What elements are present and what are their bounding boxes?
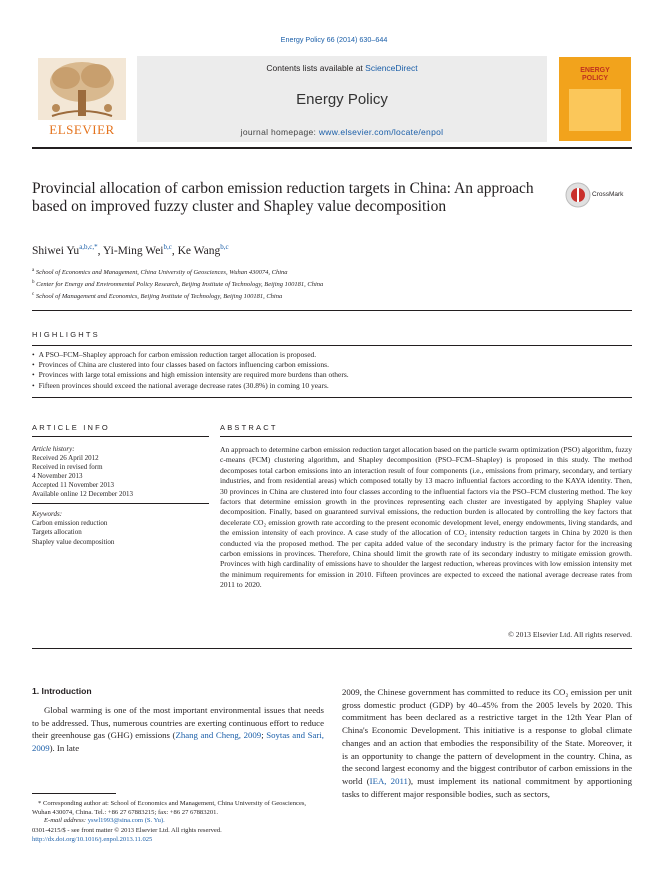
affiliation-rule (32, 310, 632, 311)
keywords (32, 510, 209, 547)
highlights-heading: HIGHLIGHTS (32, 330, 100, 339)
journal-title: Energy Policy (296, 91, 388, 108)
author-separator: , (171, 244, 178, 257)
crossmark-icon (565, 182, 591, 208)
contents-line (137, 63, 547, 73)
keyword-item: Shapley value decomposition (32, 537, 115, 546)
history-item: 4 November 2013 (32, 472, 83, 480)
highlights-rule-bottom (32, 397, 632, 398)
author-name: Ke Wang (177, 244, 221, 257)
affiliation-marker: b (32, 280, 35, 286)
issn-line: 0301-4215/$ - see front matter © 2013 Elsevier Ltd. All rights reserved. (32, 827, 222, 834)
journal-cover (559, 57, 631, 141)
cover-title (559, 67, 631, 83)
keyword-items (32, 519, 209, 547)
article-title: Provincial allocation of carbon emission reduction targets in China: An approach based on improved fuzzy cluster and Shapley value decomposition (32, 180, 534, 215)
keywords-label: Keywords: (32, 510, 63, 518)
author-list (32, 243, 229, 257)
header-rule (32, 147, 632, 149)
abstract-text: An approach to determine carbon emission reduction target allocation based on the particle swarm optimization (PSO) algorithm, fuzzy c-means (FCM) clustering algorithm, and Shapley decomposition (PSO–FCM–Shapley) is proposed in this study. The method decomposes total carbon emissions into an interaction result of four components (i.e., emissions from primary, secondary, and tertiary industries, and from residential areas) which composed totally by 13 macro influential factors according to the KAYA identity. Then, 30 provinces in China are clustered into four classes according to the influential factors via the PSO–FCM clustering method. The key factors that determine emission growth in the provinces representing each cluster are investigated by applying Shapley value decomposition. Finally, based on guaranteed survival emissions, the reduction burden is allocated by controlling the key factors that decelerate CO₂ emission growth rate according to the present economic development level, energy endowments, living standards, and the emission intensity of each province. A case study of the allocation of CO₂ intensity reduction targets in China by 2020 is then conducted via the proposed method. The per capita added value of the secondary industry is the primary factor for the increasing carbon emissions in provinces. Therefore, China should limit the growth rate of its secondary industry to mitigate emission growth. Provinces with high cardinality of emissions have to shoulder the largest reduction, whereas provinces with low emission intensity met the minimum requirements for emission in 2010. Fifteen provinces are expected to exceed the national average decrease rates from 2011 to 2020. (220, 445, 632, 590)
author-separator: , (97, 244, 103, 257)
affiliation (32, 290, 592, 302)
author-name: Shiwei Yu (32, 244, 80, 257)
history-items (32, 454, 209, 499)
homepage-prefix: journal homepage: (240, 127, 319, 137)
history-label: Article history: (32, 445, 75, 453)
intro-text: Global warming is one of the most important environmental issues that needs to be addressed. Thus, numerous countries are exerting continuous effort to reduce their greenhouse gas (GHG) emissions ( (32, 705, 324, 741)
affiliation-marker: c (32, 292, 35, 298)
issn-block (32, 827, 324, 844)
elsevier-logo (32, 56, 132, 138)
highlight-item: • A PSO–FCM–Shapley approach for carbon emission reduction target allocation is proposed. (32, 350, 632, 360)
highlight-item: • Fifteen provinces should exceed the national average decrease rates (30.8%) in coming 10 years. (32, 381, 632, 391)
affiliation-text: School of Management and Economics, Beijing Institute of Technology, Beijing 100181, China (34, 293, 283, 301)
author-affiliation-marker[interactable]: b,c (220, 243, 229, 251)
article-info-rule (32, 436, 209, 437)
highlights-rule-top (32, 345, 632, 346)
intro-text-tail: ). In late (49, 743, 80, 754)
affiliation-text: School of Economics and Management, China University of Geosciences, Wuhan 430074, China (34, 269, 288, 277)
introduction-column-2 (342, 686, 632, 800)
abstract-bottom-rule (32, 648, 632, 649)
homepage-link[interactable]: www.elsevier.com/locate/enpol (318, 127, 444, 137)
intro-col2-text: 2009, the Chinese government has committed to reduce its CO₂ emission per unit gross domestic product (GDP) by 40–45% from the 2005 levels by 2020. This commitment has been declared as a restrictive target in the 12th Year Plan of China's Economic Development. This initiative is a response to global climate changes and an action that embodies the responsibility of the State. Moreover, it is an opportunity to change the pattern of development in the country. China, as the second largest economy and the biggest contributor of carbon emissions in the world ( (342, 687, 632, 786)
history-item: Received in revised form (32, 463, 103, 471)
cover-title-line-2: POLICY (581, 75, 609, 82)
homepage-line (137, 127, 547, 137)
article-info-heading: ARTICLE INFO (32, 423, 110, 432)
crossmark-label: CrossMark (592, 191, 624, 198)
history-rule (32, 503, 209, 504)
affiliation (32, 278, 592, 290)
corresponding-author-footnote (32, 800, 324, 826)
publisher-name: ELSEVIER (49, 122, 115, 137)
highlights-list (32, 350, 632, 391)
copyright-notice: © 2013 Elsevier Ltd. All rights reserved. (508, 630, 632, 639)
history-item: Received 26 April 2012 (32, 454, 99, 462)
journal-reference[interactable]: Energy Policy 66 (2014) 630–644 (280, 35, 388, 44)
email-link[interactable]: yswl1993@sina.com (S. Yu). (87, 817, 165, 825)
article-history (32, 445, 209, 499)
abstract-rule (220, 436, 632, 437)
footnote-text: * Corresponding author at: School of Economics and Management, China University of Geosciences, Wuhan 430074, China. Tel.: +86 27 67883215; fax: +86 27 67883201. (32, 800, 307, 816)
keyword-item: Targets allocation (32, 528, 82, 537)
affiliation (32, 266, 592, 278)
citation-link[interactable]: Soytas and Sari, 2009 (32, 730, 324, 754)
affiliation-marker: a (32, 268, 35, 273)
intro-col2-tail: ), must implement its national commitment by apportioning tasks to different major responsible bodies, such as sectors, (342, 775, 632, 799)
contents-prefix: Contents lists available at (266, 63, 366, 73)
highlight-item: • Provinces of China are clustered into four classes based on factors influencing carbon emissions. (32, 360, 632, 370)
citation-link[interactable]: IEA, 2011 (369, 775, 408, 786)
citation-link[interactable]: Zhang and Cheng, 2009 (175, 730, 262, 741)
citation-separator: ; (261, 730, 267, 741)
introduction-heading: 1. Introduction (32, 686, 92, 696)
author-affiliation-marker[interactable]: a,b,c,* (79, 243, 98, 251)
history-item: Accepted 11 November 2013 (32, 481, 114, 489)
journal-masthead (137, 56, 547, 142)
sciencedirect-link[interactable]: ScienceDirect (365, 63, 418, 73)
abstract-heading: ABSTRACT (220, 423, 278, 432)
email-label: E-mail address: (44, 817, 87, 825)
author-affiliation-marker[interactable]: b,c (163, 243, 172, 251)
author-name: Yi-Ming Wei (102, 244, 164, 257)
cover-artwork (569, 89, 621, 131)
keyword-item: Carbon emission reduction (32, 519, 108, 528)
history-item: Available online 12 December 2013 (32, 490, 133, 498)
affiliation-text: Center for Energy and Environmental Policy Research, Beijing Institute of Technology, Beijing 100181, China (34, 281, 324, 289)
footnote-rule (32, 793, 116, 794)
doi-link[interactable]: http://dx.doi.org/10.1016/j.enpol.2013.11.025 (32, 835, 153, 843)
cover-title-line-1: ENERGY (580, 67, 610, 74)
affiliation-list (32, 266, 592, 302)
introduction-paragraph (32, 704, 324, 755)
crossmark-badge[interactable] (565, 182, 625, 212)
footnote-email-line (32, 817, 324, 826)
highlight-item: • Provinces with large total emissions and high emission intensity are required more burdens than others. (32, 370, 632, 380)
